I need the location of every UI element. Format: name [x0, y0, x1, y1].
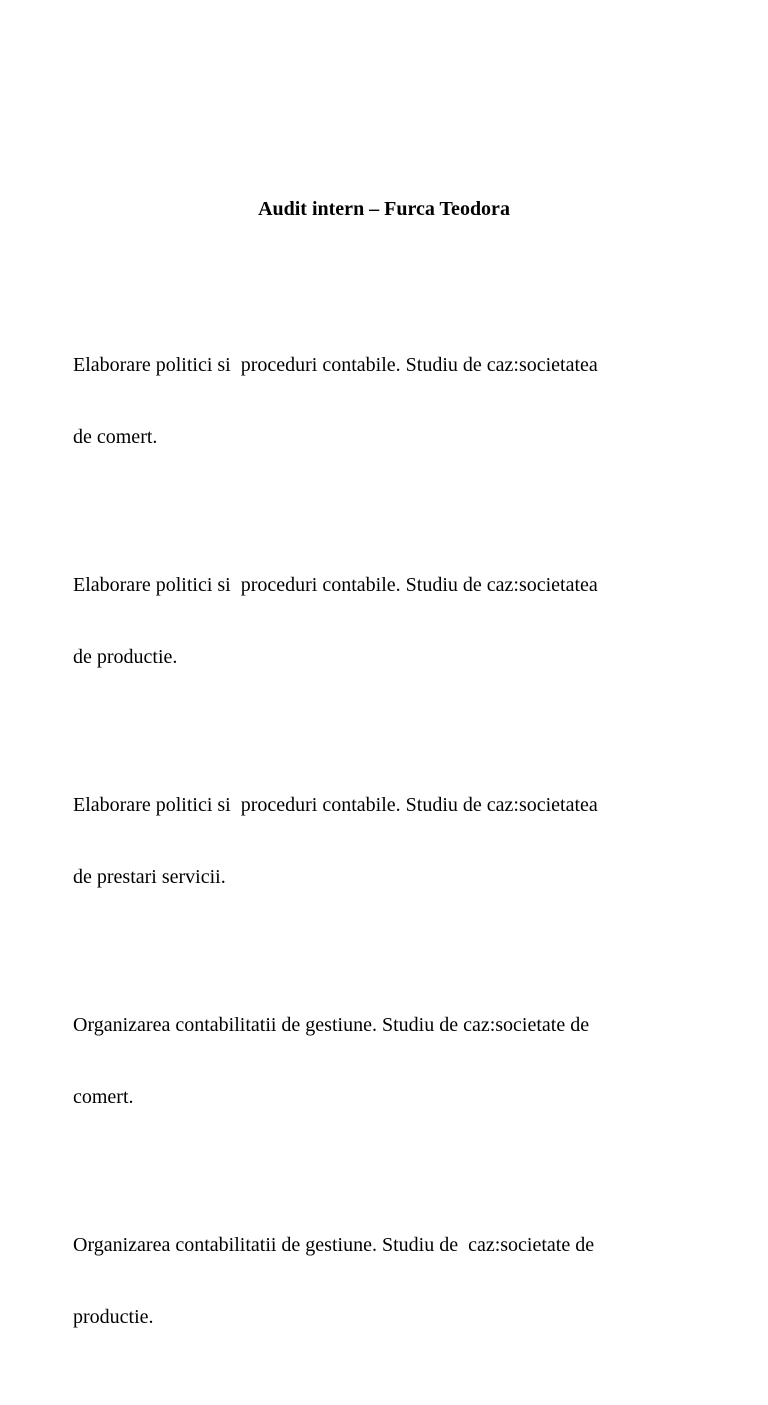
topic-item-line: de productie.	[73, 646, 178, 668]
topic-item-line: Elaborare politici si proceduri contabile. Studiu de caz:societatea	[73, 354, 598, 376]
topic-list	[73, 305, 693, 1405]
topic-item-line: de prestari servicii.	[73, 866, 226, 888]
topic-item	[73, 745, 693, 937]
topic-item-line: Organizarea contabilitatii de gestiune. Studiu de caz:societate de	[73, 1014, 590, 1036]
topic-item-line: Elaborare politici si proceduri contabile. Studiu de caz:societatea	[73, 794, 598, 816]
topic-item	[73, 1185, 693, 1377]
topic-item	[73, 965, 693, 1157]
topic-item-line: de comert.	[73, 426, 158, 448]
topic-item-line: Elaborare politici si proceduri contabile. Studiu de caz:societatea	[73, 574, 598, 596]
topic-item-line: productie.	[73, 1306, 154, 1328]
topic-item	[73, 305, 693, 497]
topic-item	[73, 525, 693, 717]
topic-item-line: Organizarea contabilitatii de gestiune. Studiu de caz:societate de	[73, 1234, 595, 1256]
topic-item-line: comert.	[73, 1086, 134, 1108]
document-title: Audit intern – Furca Teodora	[258, 198, 510, 220]
